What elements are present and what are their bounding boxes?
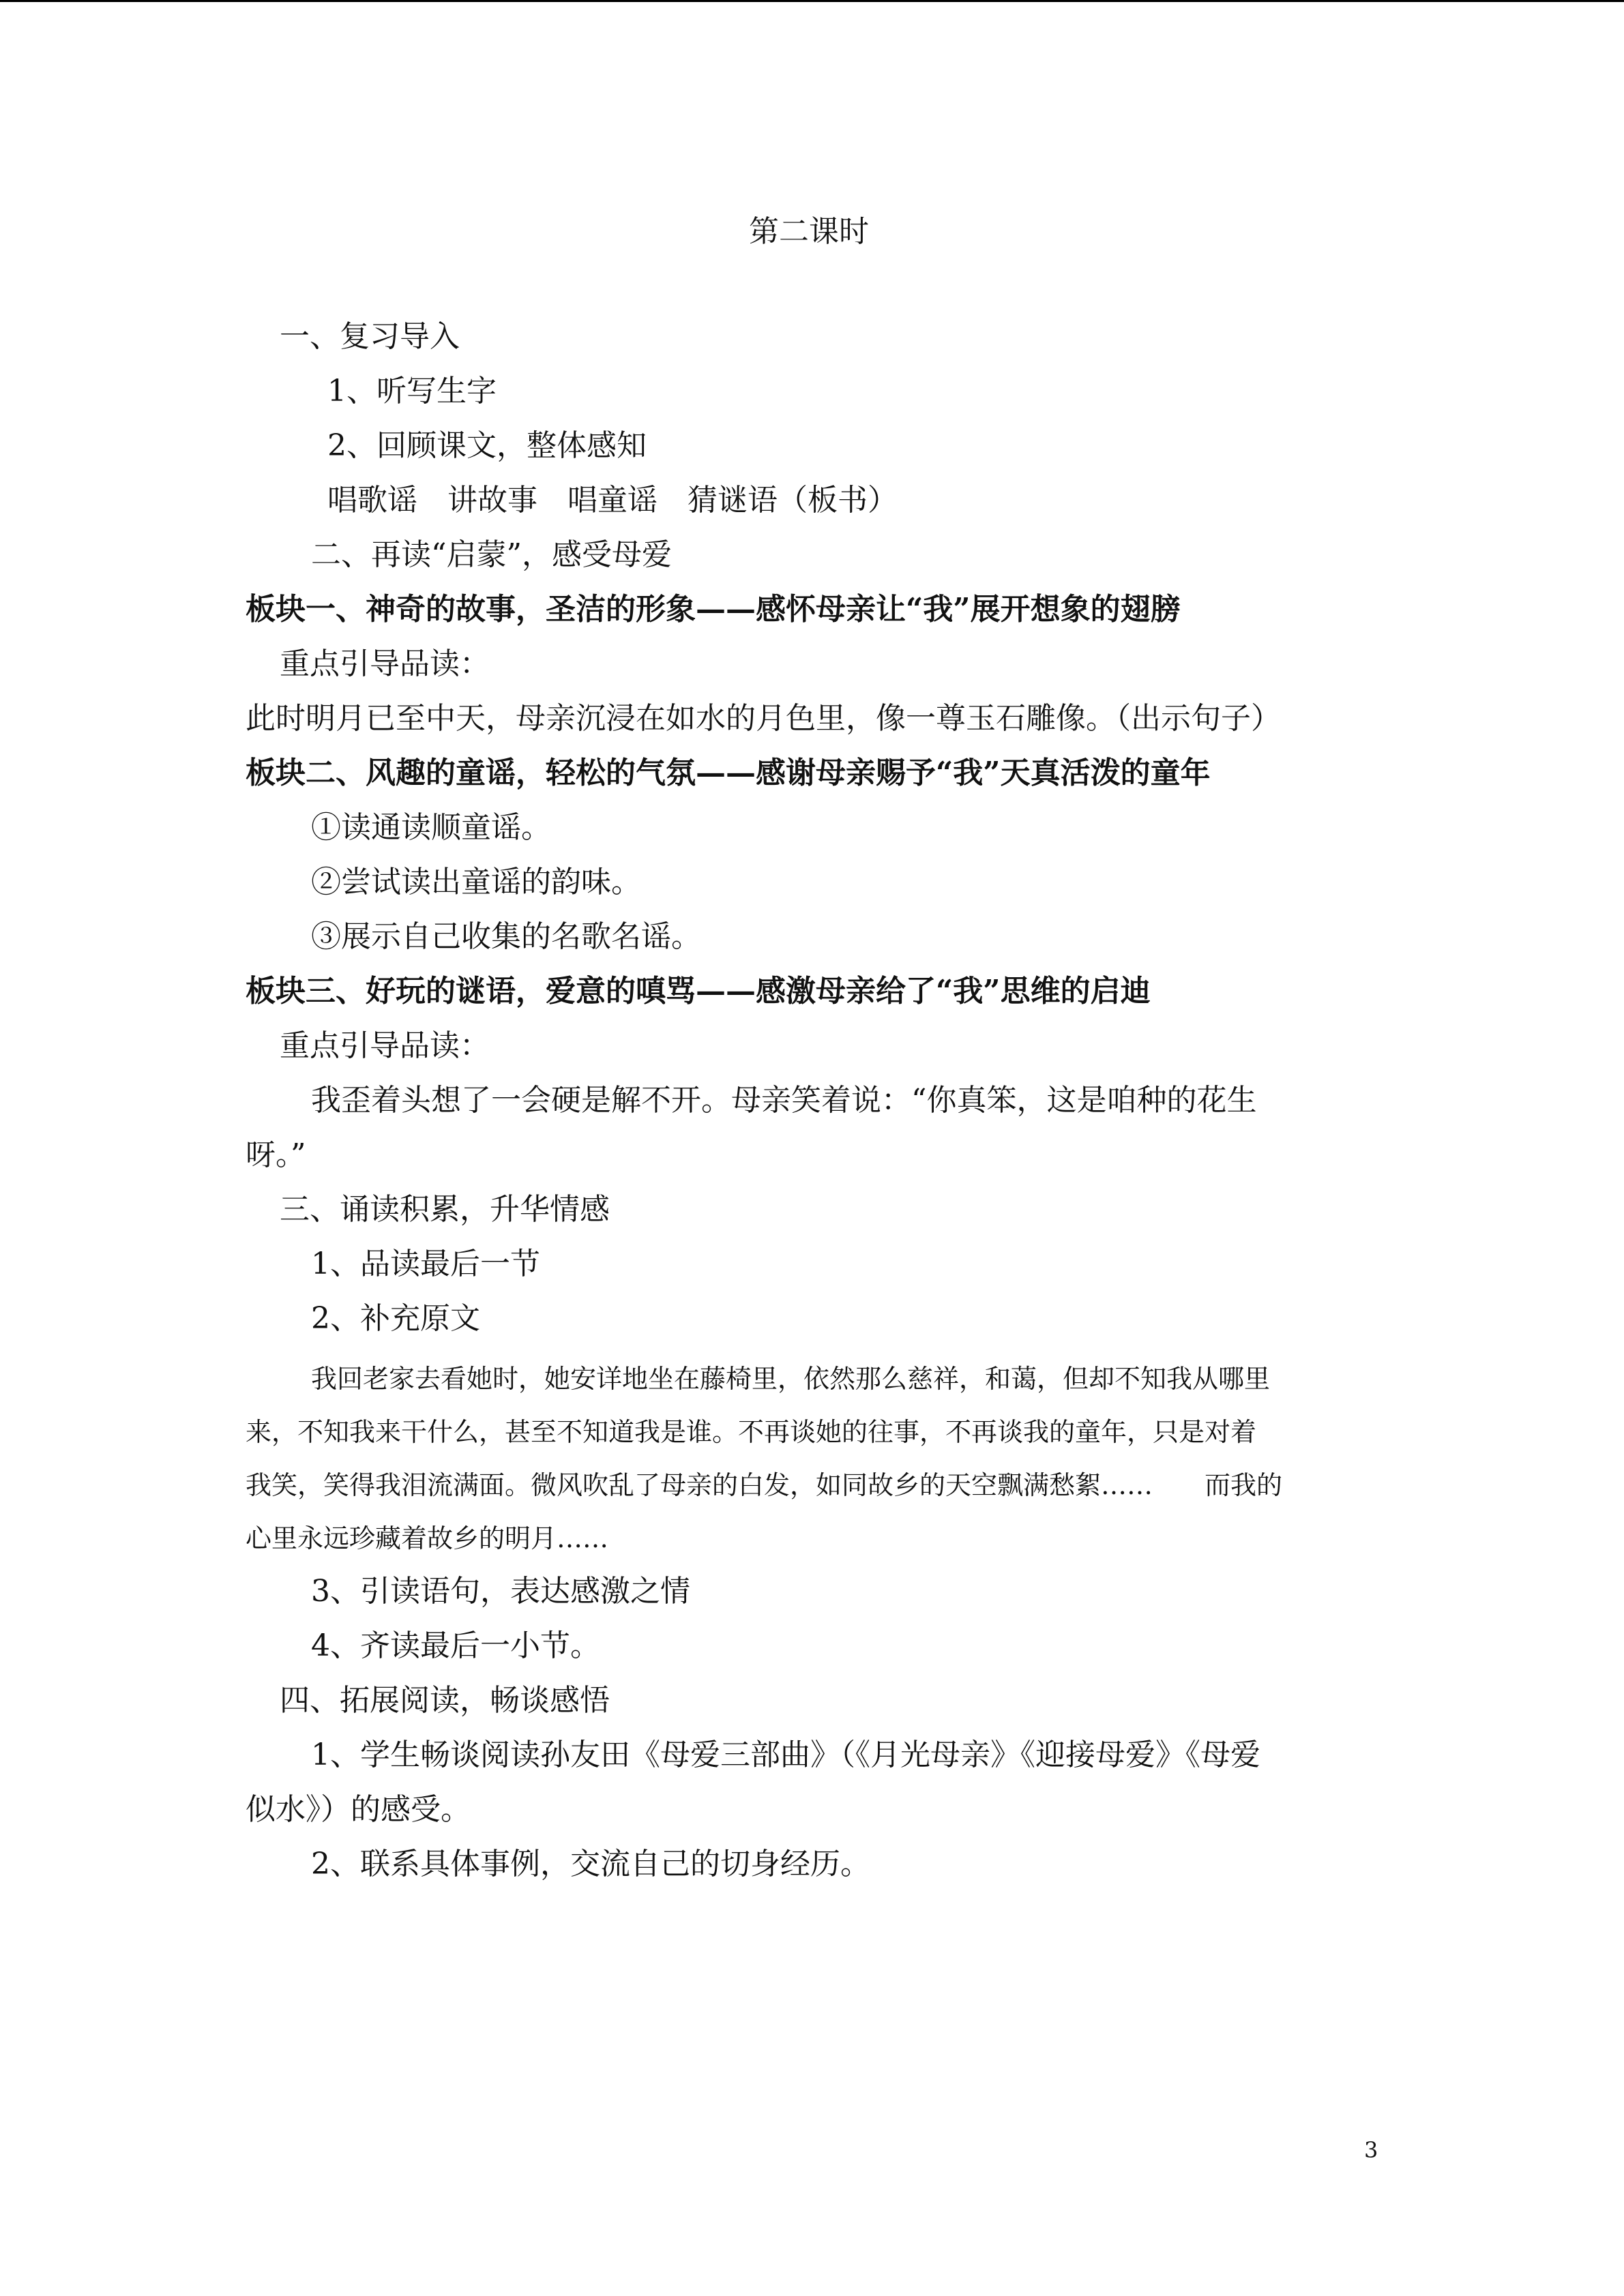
list-item: 1、听写生字 — [327, 374, 497, 408]
list-item-continued: 似水》）的感受。 — [246, 1792, 471, 1827]
original-text-line: 我笑，笑得我泪流满面。微风吹乱了母亲的白发，如同故乡的天空飘满愁絮…… 而我的 — [246, 1470, 1283, 1500]
list-item: ②尝试读出童谣的韵味。 — [311, 865, 641, 899]
list-item: 2、补充原文 — [311, 1301, 480, 1336]
list-item: 4、齐读最后一小节。 — [311, 1628, 600, 1663]
quoted-sentence: 此时明月已至中天，母亲沉浸在如水的月色里，像一尊玉石雕像。（出示句子） — [246, 701, 1281, 736]
list-item: 2、联系具体事例，交流自己的切身经历。 — [311, 1847, 870, 1881]
original-text-line: 心里永远珍藏着故乡的明月…… — [246, 1523, 609, 1553]
section-heading-review: 一、复习导入 — [280, 319, 460, 354]
list-item: 2、回顾课文，整体感知 — [327, 428, 647, 463]
original-text-line: 我回老家去看她时，她安详地坐在藤椅里，依然那么慈祥，和蔼，但却不知我从哪里 — [311, 1364, 1271, 1394]
page-number: 3 — [1364, 2137, 1378, 2163]
block-heading-3: 板块三、好玩的谜语，爱意的嗔骂——感激母亲给了“我”思维的启迪 — [246, 974, 1151, 1009]
section-heading-recite: 三、诵读积累，升华情感 — [280, 1192, 610, 1227]
page-top-border — [0, 0, 1624, 2]
list-item: ①读通读顺童谣。 — [311, 810, 551, 845]
list-item: ③展示自己收集的名歌名谣。 — [311, 919, 701, 954]
list-item: 3、引读语句，表达感激之情 — [311, 1574, 690, 1609]
section-heading-reread: 二、再读“启蒙”，感受母爱 — [311, 537, 672, 572]
original-text-line: 来，不知我来干什么，甚至不知道我是谁。不再谈她的往事，不再谈我的童年，只是对着 — [246, 1417, 1257, 1447]
guided-reading-label: 重点引导品读： — [280, 1028, 490, 1063]
list-item: 1、品读最后一节 — [311, 1247, 540, 1281]
quoted-passage: 我歪着头想了一会硬是解不开。母亲笑着说：“你真笨，这是咱种的花生 — [311, 1083, 1257, 1118]
lesson-title: 第二课时 — [749, 214, 869, 249]
list-item: 1、学生畅谈阅读孙友田《母爱三部曲》（《月光母亲》《迎接母爱》《母爱 — [311, 1738, 1260, 1772]
board-notes: 唱歌谣 讲故事 唱童谣 猜谜语（板书） — [327, 483, 898, 518]
block-heading-1: 板块一、神奇的故事，圣洁的形象——感怀母亲让“我”展开想象的翅膀 — [246, 592, 1181, 627]
block-heading-2: 板块二、风趣的童谣，轻松的气氛——感谢母亲赐予“我”天真活泼的童年 — [246, 756, 1211, 790]
section-heading-extend: 四、拓展阅读，畅谈感悟 — [280, 1683, 610, 1718]
guided-reading-label: 重点引导品读： — [280, 646, 490, 681]
quoted-passage-continued: 呀。” — [246, 1137, 306, 1172]
